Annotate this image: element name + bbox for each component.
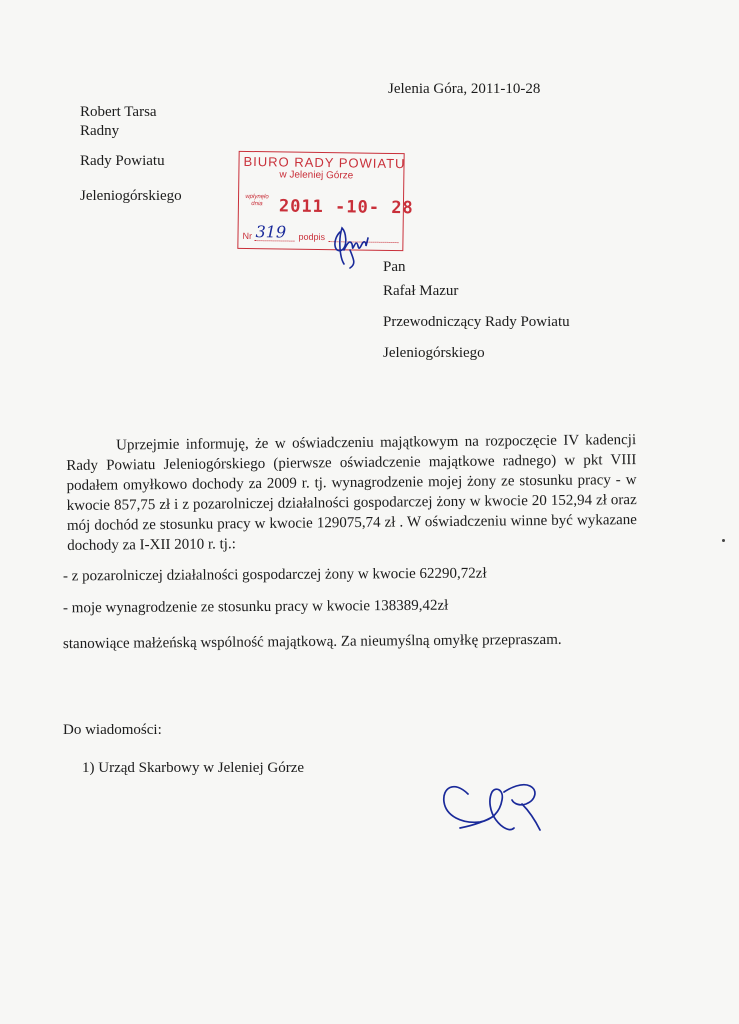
stamp-nr-value: 319 [255,222,287,242]
stamp-signature-icon [326,220,378,270]
stamp-nr-dots [254,240,294,242]
sender-name: Robert Tarsa [80,104,157,120]
cc-heading: Do wiadomości: [63,722,162,738]
stamp-title: BIURO RADY POWIATU [243,153,406,172]
author-signature-icon [440,772,546,840]
recipient-county: Jeleniogórskiego [383,345,485,361]
income-item-1: - z pozarolniczej działalności gospodarczej żony w kwocie 62290,72zł [62,565,487,585]
recipient-salutation: Pan [383,259,406,275]
registry-stamp [237,151,414,251]
sender-role: Radny [80,123,120,139]
income-item-2: - moje wynagrodzenie ze stosunku pracy w kwocie 138389,42zł [62,597,449,617]
stamp-date: 2011 -10- 28 [278,196,414,219]
scan-speck [722,539,725,542]
closing-sentence: stanowiące małżeńską wspólność majątkową. Za nieumyślną omyłkę przepraszam. [62,631,562,653]
stamp-nr-label: Nr [242,230,253,242]
body-paragraph-text: Uprzejmie informuję, że w oświadczeniu majątkowym na rozpoczęcie IV kadencji Rady Powiatu Jeleniogórskiego (pierwsze oświadczenie majątkowe radnego) w pkt VIII podałem omyłkowo dochody za 2009 r. tj. wynagrodzenie mojej żony ze stosunku pracy - w kwocie 857,75 zł i z pozarolniczej działalności gospodarczej żony w kwocie 20 152,94 zł oraz mój dochód ze stosunku pracy w kwocie 129075,74 zł . W oświadczeniu winne być wykazane dochody za I-XII 2010 r. tj.: [66,432,637,554]
sender-council: Rady Powiatu [80,153,165,169]
stamp-signature-label: podpis [298,231,326,243]
body-paragraph [66,430,637,556]
recipient-name: Rafał Mazur [383,283,459,299]
recipient-role: Przewodniczący Rady Powiatu [383,314,570,330]
stamp-received-label: wpłynęło dnia [245,193,269,208]
cc-item-1: 1) Urząd Skarbowy w Jeleniej Górze [82,760,305,776]
stamp-subtitle: w Jeleniej Górze [279,169,354,182]
sender-county: Jeleniogórskiego [80,188,182,204]
place-date: Jelenia Góra, 2011-10-28 [388,81,541,97]
